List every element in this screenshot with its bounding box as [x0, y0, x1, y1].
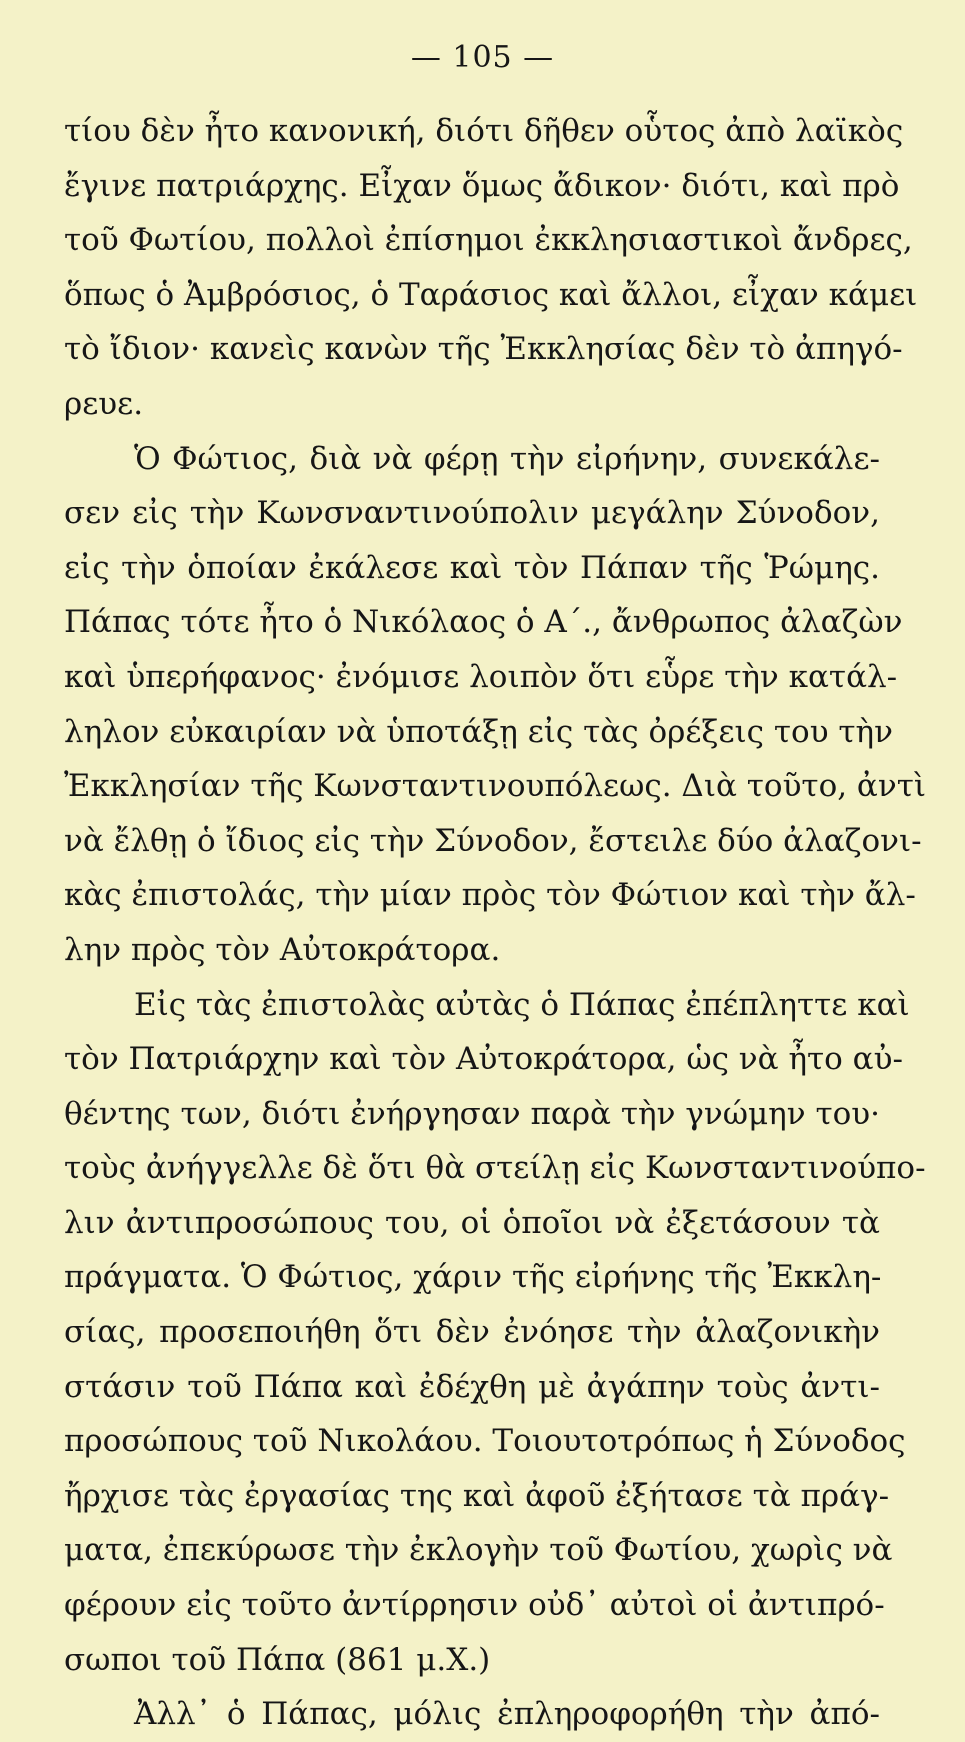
text-line: ὅπως ὁ Ἀμβρόσιος, ὁ Ταράσιος καὶ ἄλλοι, εἶχαν κάμει	[64, 276, 918, 313]
text-line: τὸ ἴδιον· κανεὶς κανὼν τῆς Ἐκκλησίας δὲν τὸ ἀπηγό-	[64, 331, 903, 368]
text-line: Πάπας τότε ἦτο ὁ Νικόλαος ὁ Α΄., ἄνθρωπος ἀλαζὼν	[64, 604, 903, 641]
text-line: σίας, προσεποιήθη ὅτι δὲν ἐνόησε τὴν ἀλαζονικὴν	[64, 1314, 880, 1351]
text-line: ἔγινε πατριάρχης. Εἶχαν ὅμως ἄδικον· διότι, καὶ πρὸ	[64, 167, 900, 204]
text-line: προσώπους τοῦ Νικολάου. Τοιουτοτρόπως ἡ Σύνοδος	[64, 1423, 906, 1460]
text-line: Ἐκκλησίαν τῆς Κωνσταντινουπόλεως. Διὰ τοῦτο, ἀντὶ	[64, 768, 927, 805]
text-line: στάσιν τοῦ Πάπα καὶ ἐδέχθη μὲ ἀγάπην τοὺς ἀντι-	[64, 1368, 880, 1405]
text-line: νὰ ἔλθῃ ὁ ἴδιος εἰς τὴν Σύνοδον, ἔστειλε δύο ἀλαζονι-	[64, 822, 922, 859]
text-line: λιν ἀντιπροσώπους του, οἱ ὁποῖοι νὰ ἐξετάσουν τὰ	[64, 1204, 880, 1241]
page-number: — 105 —	[410, 40, 555, 75]
text-line: πράγματα. Ὁ Φώτιος, χάριν τῆς εἰρήνης τῆς Ἐκκλη-	[64, 1259, 882, 1296]
text-line: τὸν Πατριάρχην καὶ τὸν Αὐτοκράτορα, ὡς νὰ ἦτο αὐ-	[64, 1041, 903, 1078]
text-line: σεν εἰς τὴν Κωνσναντινούπολιν μεγάλην Σύνοδον,	[64, 495, 880, 532]
text-line: σωποι τοῦ Πάπα (861 μ.Χ.)	[64, 1641, 491, 1678]
text-line: καὶ ὑπερήφανος· ἐνόμισε λοιπὸν ὅτι εὗρε τὴν κατάλ-	[64, 658, 898, 695]
text-line: τίου δὲν ἦτο κανονική, διότι δῆθεν οὗτος ἀπὸ λαϊκὸς	[64, 113, 904, 149]
text-line: ματα, ἐπεκύρωσε τὴν ἐκλογὴν τοῦ Φωτίου, χωρὶς νὰ	[64, 1532, 893, 1569]
text-line: φέρουν εἰς τοῦτο ἀντίρρησιν οὐδ᾽ αὐτοὶ οἱ ἀντιπρό-	[64, 1587, 885, 1624]
text-line: εἰς τὴν ὁποίαν ἐκάλεσε καὶ τὸν Πάπαν τῆς Ῥώμης.	[64, 549, 880, 586]
body-text	[64, 104, 927, 1742]
text-line: ρευε.	[64, 385, 144, 422]
text-line: λην πρὸς τὸν Αὐτοκράτορα.	[64, 931, 501, 968]
text-line: Εἰς τὰς ἐπιστολὰς αὐτὰς ὁ Πάπας ἐπέπληττε καὶ	[134, 986, 910, 1023]
text-line: Ἀλλ᾽ ὁ Πάπας, μόλις ἐπληροφορήθη τὴν ἀπό-	[134, 1696, 880, 1733]
text-line: Ὁ Φώτιος, διὰ νὰ φέρῃ τὴν εἰρήνην, συνεκάλε-	[134, 440, 880, 477]
text-line: κὰς ἐπιστολάς, τὴν μίαν πρὸς τὸν Φώτιον καὶ τὴν ἄλ-	[64, 877, 916, 914]
text-line: ληλον εὐκαιρίαν νὰ ὑποτάξῃ εἰς τὰς ὀρέξεις του τὴν	[64, 713, 893, 750]
text-line: τοῦ Φωτίου, πολλοὶ ἐπίσημοι ἐκκλησιαστικοὶ ἄνδρες,	[64, 222, 913, 259]
text-line: θέντης των, διότι ἐνήργησαν παρὰ τὴν γνώμην του·	[64, 1095, 880, 1132]
text-line: τοὺς ἀνήγγελλε δὲ ὅτι θὰ στείλῃ εἰς Κωνσταντινούπο-	[64, 1150, 926, 1187]
text-line: ἤρχισε τὰς ἐργασίας της καὶ ἀφοῦ ἐξήτασε τὰ πράγ-	[64, 1477, 890, 1514]
